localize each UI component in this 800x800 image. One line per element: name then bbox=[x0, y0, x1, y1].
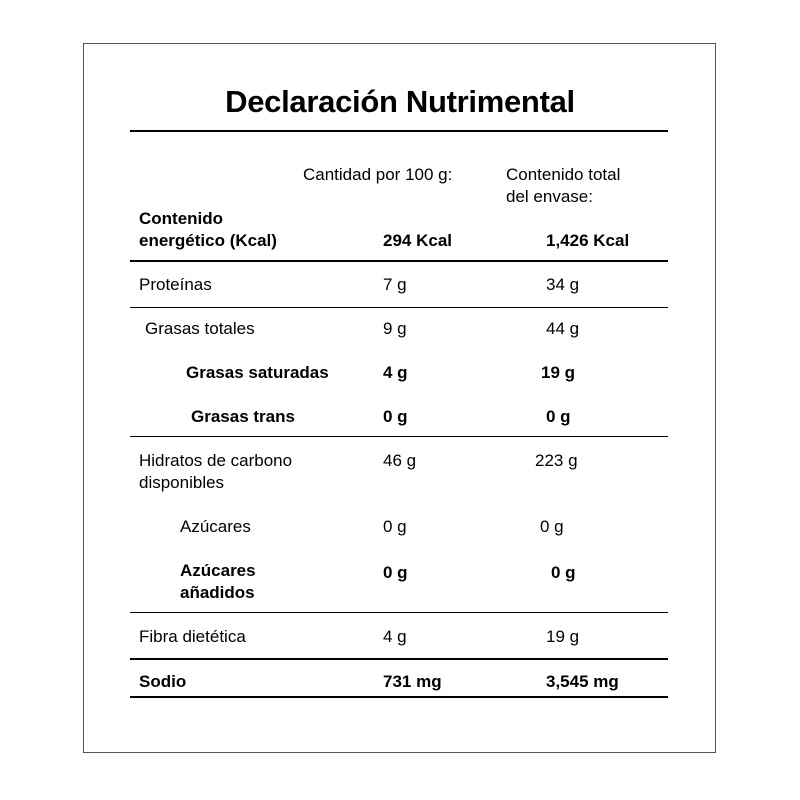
page-title: Declaración Nutrimental bbox=[225, 84, 575, 119]
header-total-line1: Contenido total bbox=[506, 165, 621, 184]
header-total-line2: del envase: bbox=[506, 187, 593, 206]
divider-bottom bbox=[130, 696, 668, 698]
added-sugars-per100: 0 g bbox=[383, 563, 408, 582]
carbs-label-line1: Hidratos de carbono bbox=[139, 451, 293, 470]
sodium-label: Sodio bbox=[139, 672, 187, 691]
protein-per100: 7 g bbox=[383, 275, 407, 294]
fat-total-per100: 9 g bbox=[383, 319, 407, 338]
sugars-per100: 0 g bbox=[383, 517, 407, 536]
fat-trans-label: Grasas trans bbox=[191, 407, 295, 426]
protein-label: Proteínas bbox=[139, 275, 212, 294]
added-sugars-label-line2: añadidos bbox=[180, 583, 255, 602]
energy-label-line1: Contenido bbox=[139, 209, 224, 228]
header-per-100g: Cantidad por 100 g: bbox=[303, 165, 453, 184]
fiber-per100: 4 g bbox=[383, 627, 407, 646]
fat-saturated-label: Grasas saturadas bbox=[186, 363, 329, 382]
sugars-total: 0 g bbox=[540, 517, 564, 536]
carbs-total: 223 g bbox=[535, 451, 578, 470]
energy-per100: 294 Kcal bbox=[383, 231, 452, 250]
fat-saturated-per100: 4 g bbox=[383, 363, 408, 382]
sodium-per100: 731 mg bbox=[383, 672, 442, 691]
fiber-total: 19 g bbox=[546, 627, 580, 646]
divider-energy bbox=[130, 260, 668, 262]
divider-fiber bbox=[130, 658, 668, 660]
energy-total: 1,426 Kcal bbox=[546, 231, 630, 250]
divider-protein bbox=[130, 307, 668, 308]
divider-carbs bbox=[130, 612, 668, 613]
carbs-label-line2: disponibles bbox=[139, 473, 225, 492]
fat-total-total: 44 g bbox=[546, 319, 580, 338]
fat-saturated-total: 19 g bbox=[541, 363, 576, 382]
protein-total: 34 g bbox=[546, 275, 580, 294]
carbs-per100: 46 g bbox=[383, 451, 417, 470]
fat-trans-per100: 0 g bbox=[383, 407, 408, 426]
fat-total-label: Grasas totales bbox=[145, 319, 255, 338]
divider-fat bbox=[130, 436, 668, 437]
divider-top bbox=[130, 130, 668, 132]
added-sugars-total: 0 g bbox=[551, 563, 576, 582]
fat-trans-total: 0 g bbox=[546, 407, 571, 426]
energy-label-line2: energético (Kcal) bbox=[139, 231, 277, 250]
sodium-total: 3,545 mg bbox=[546, 672, 619, 691]
added-sugars-label-line1: Azúcares bbox=[180, 561, 256, 580]
fiber-label: Fibra dietética bbox=[139, 627, 246, 646]
sugars-label: Azúcares bbox=[180, 517, 251, 536]
